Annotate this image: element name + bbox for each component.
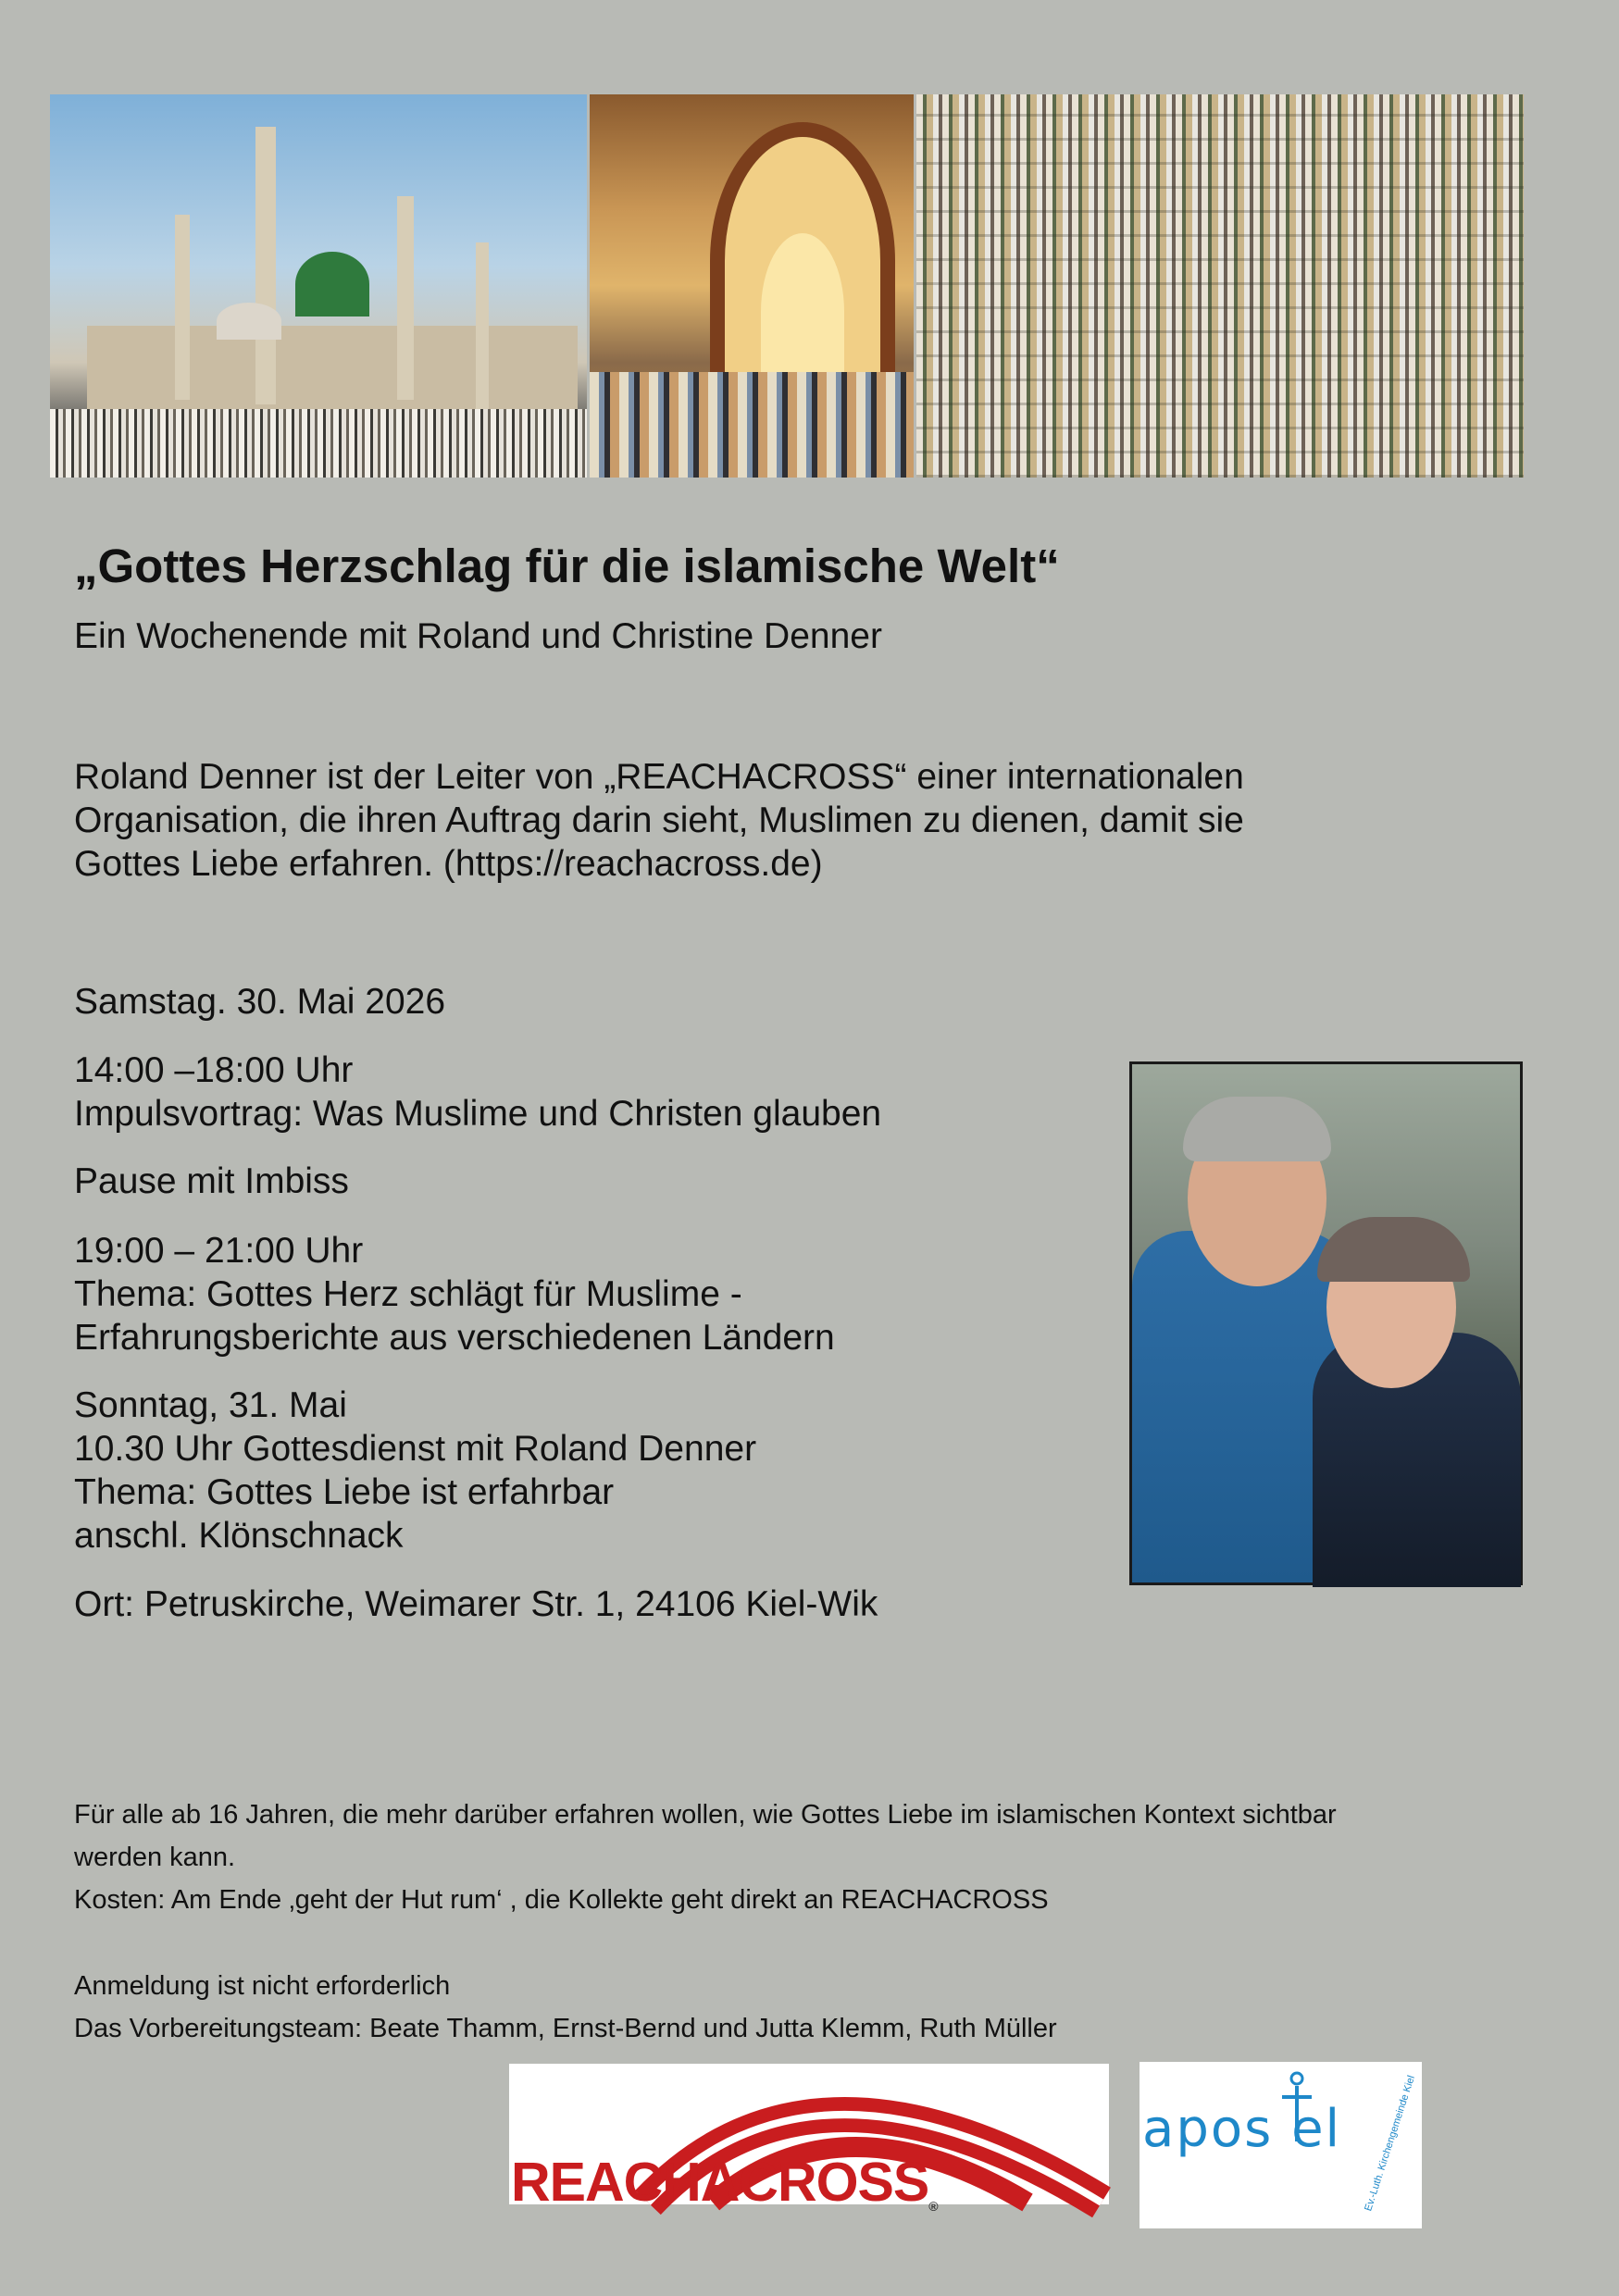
sunday-service: 10.30 Uhr Gottesdienst mit Roland Denner [74,1429,757,1469]
pause-text: Pause mit Imbiss [74,1161,349,1201]
event-location: Ort: Petruskirche, Weimarer Str. 1, 24106 Kiel-Wik [74,1584,878,1624]
session1-time: 14:00 –18:00 Uhr [74,1050,354,1090]
sunday-date: Sonntag, 31. Mai [74,1385,347,1425]
saturday-date: Samstag. 30. Mai 2026 [74,982,446,1022]
session2-time: 19:00 – 21:00 Uhr [74,1231,364,1271]
apostel-logo [1140,2062,1422,2228]
sunday-followup: anschl. Klönschnack [74,1516,404,1556]
session2-topic: Thema: Gottes Herz schlägt für Muslime - [74,1274,742,1314]
apostel-subtitle: Ev.-Luth. Kirchengemeinde Kiel [1362,2074,1417,2213]
speakers-photo [1129,1061,1523,1585]
reachacross-wordmark-2: ACROSS [700,2152,929,2213]
session1-topic: Impulsvortrag: Was Muslime und Christen glauben [74,1094,882,1134]
sunday-topic: Thema: Gottes Liebe ist erfahrbar [74,1472,615,1512]
team-note: Das Vorbereitungsteam: Beate Thamm, Ernst-Bernd und Jutta Klemm, Ruth Müller [74,2014,1057,2043]
mosque-photo [50,94,587,478]
cost-note: Kosten: Am Ende ‚geht der Hut rum‘ , die Kollekte geht direkt an REACHACROSS [74,1885,1049,1915]
intro-line: Roland Denner ist der Leiter von „REACHACROSS“ einer internationalen [74,757,1244,797]
intro-line: Gottes Liebe erfahren. (https://reachacross.de) [74,844,823,884]
reachacross-wordmark-1: REACH [511,2152,701,2213]
registered-mark: ® [928,2199,938,2214]
session2-topic-cont: Erfahrungsberichte aus verschiedenen Ländern [74,1318,835,1358]
cross-figure-icon [1278,2069,1315,2143]
mosque-interior-photo [590,94,914,478]
audience-note-cont: werden kann. [74,1843,236,1872]
reachacross-logo [509,2064,1109,2214]
registration-note: Anmeldung ist nicht erforderlich [74,1971,451,2001]
apostel-wordmark: apos el [1142,2099,1342,2159]
audience-note: Für alle ab 16 Jahren, die mehr darüber erfahren wollen, wie Gottes Liebe im islamischen Kontext sichtbar [74,1800,1337,1830]
event-subtitle: Ein Wochenende mit Roland und Christine Denner [74,616,882,656]
crowd-prayer-photo [916,94,1524,478]
intro-line: Organisation, die ihren Auftrag darin sieht, Muslimen zu dienen, damit sie [74,800,1244,840]
event-title: „Gottes Herzschlag für die islamische Welt“ [74,540,1060,592]
